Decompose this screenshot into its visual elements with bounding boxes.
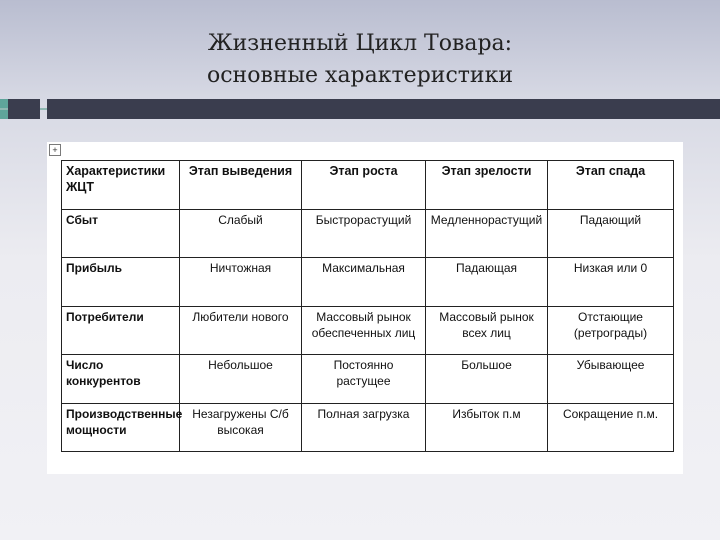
table-cell: Незагружены С/б высокая xyxy=(180,403,302,452)
header-cell: Этап выведения xyxy=(180,161,302,210)
header-cell: Этап роста xyxy=(302,161,426,210)
table-row xyxy=(62,258,674,307)
table-cell: Быстрорастущий xyxy=(302,209,426,258)
table-cell: Избыток п.м xyxy=(426,403,548,452)
header-cell: Этап зрелости xyxy=(426,161,548,210)
row-label: Сбыт xyxy=(62,209,180,258)
table-cell: Падающая xyxy=(426,258,548,307)
table-header-row xyxy=(62,161,674,210)
table-cell: Массовый рынок всех лиц xyxy=(426,306,548,355)
table-cell: Постоянно растущее xyxy=(302,355,426,404)
table-row xyxy=(62,306,674,355)
table-cell: Сокращение п.м. xyxy=(548,403,674,452)
slide-title xyxy=(0,28,720,92)
table-cell: Массовый рынок обеспеченных лиц xyxy=(302,306,426,355)
table-cell: Любители нового xyxy=(180,306,302,355)
accent-bar-square xyxy=(8,99,40,119)
lifecycle-table xyxy=(61,160,674,452)
table-cell: Слабый xyxy=(180,209,302,258)
table-cell: Большое xyxy=(426,355,548,404)
table-cell: Небольшое xyxy=(180,355,302,404)
table-cell: Убывающее xyxy=(548,355,674,404)
row-label: Число конкурентов xyxy=(62,355,180,404)
accent-bar-line xyxy=(47,99,720,119)
slide-title-line1: Жизненный Цикл Товара: xyxy=(207,31,513,56)
slide-title-line2: основные характеристики xyxy=(206,63,514,88)
table-cell: Падающий xyxy=(548,209,674,258)
table-cell: Отстающие (ретрограды) xyxy=(548,306,674,355)
table-image-panel xyxy=(47,142,683,474)
table-cell: Полная загрузка xyxy=(302,403,426,452)
table-row xyxy=(62,403,674,452)
table-cell: Максимальная xyxy=(302,258,426,307)
table-cell: Ничтожная xyxy=(180,258,302,307)
header-cell: Этап спада xyxy=(548,161,674,210)
row-label: Прибыль xyxy=(62,258,180,307)
header-cell: Характеристики ЖЦТ xyxy=(62,161,180,210)
move-anchor-icon[interactable]: + xyxy=(49,144,61,156)
row-label: Потребители xyxy=(62,306,180,355)
table-cell: Низкая или 0 xyxy=(548,258,674,307)
row-label: Производственные мощности xyxy=(62,403,180,452)
table-row xyxy=(62,355,674,404)
table-cell: Медленнорастущий xyxy=(426,209,548,258)
table-row xyxy=(62,209,674,258)
